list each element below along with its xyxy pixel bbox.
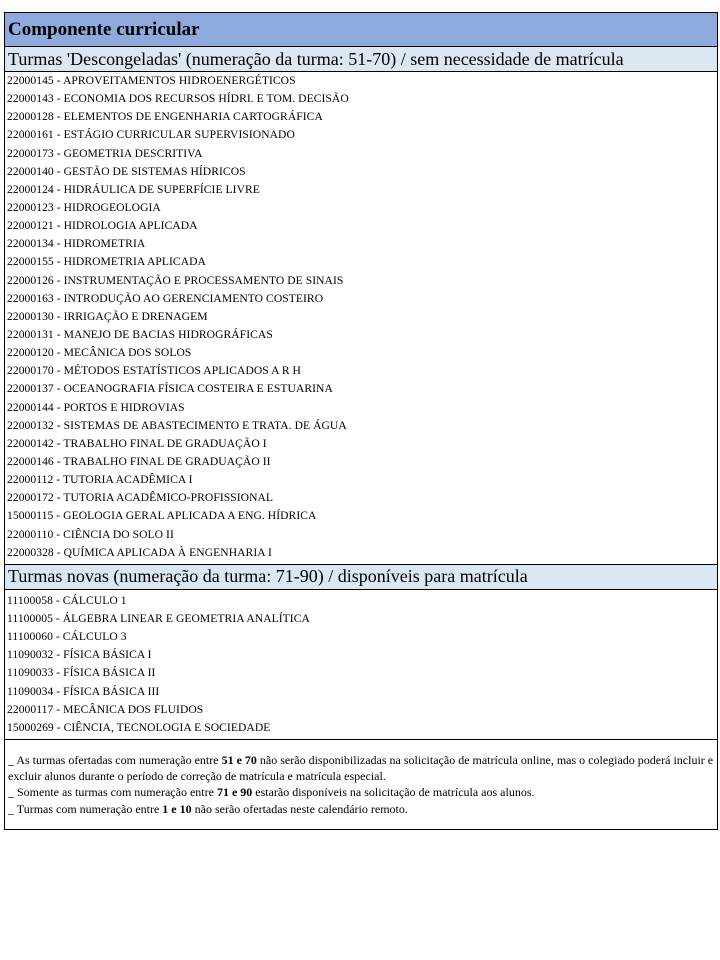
course-item: 22000134 - HIDROMETRIA xyxy=(7,237,146,251)
course-item: 15000269 - CIÊNCIA, TECNOLOGIA E SOCIEDADE xyxy=(7,720,271,734)
course-item: 22000144 - PORTOS E HIDROVIAS xyxy=(7,400,185,414)
course-item: 22000140 - GESTÃO DE SISTEMAS HÍDRICOS xyxy=(7,164,246,178)
course-item: 11100058 - CÁLCULO 1 xyxy=(7,593,127,607)
course-item: 22000146 - TRABALHO FINAL DE GRADUAÇÃO II xyxy=(7,454,271,468)
course-item: 11090033 - FÍSICA BÁSICA II xyxy=(7,666,156,680)
curricular-table xyxy=(4,12,718,830)
course-list-descongeladas xyxy=(5,72,717,565)
course-item: 22000328 - QUÍMICA APLICADA À ENGENHARIA I xyxy=(7,545,272,559)
course-item: 22000142 - TRABALHO FINAL DE GRADUAÇÃO I xyxy=(7,436,267,450)
note-2-text: _ Somente as turmas com numeração entre xyxy=(8,785,217,800)
course-item: 22000161 - ESTÁGIO CURRICULAR SUPERVISIONADO xyxy=(7,128,295,142)
course-item: 22000172 - TUTORIA ACADÊMICO-PROFISSIONAL xyxy=(7,491,274,505)
course-item: 22000120 - MECÂNICA DOS SOLOS xyxy=(7,346,192,360)
course-item: 22000173 - GEOMETRIA DESCRITIVA xyxy=(7,146,203,160)
course-item: 22000110 - CIÊNCIA DO SOLO II xyxy=(7,527,174,541)
note-2-range: 71 e 90 xyxy=(216,785,253,800)
course-item: 11100005 - ÁLGEBRA LINEAR E GEOMETRIA ANALÍTICA xyxy=(7,611,310,625)
note-2 xyxy=(8,784,714,800)
section-header-descongeladas: Turmas 'Descongeladas' (numeração da turma: 51-70) / sem necessidade de matrícula xyxy=(5,47,717,72)
note-1-text: _ As turmas ofertadas com numeração entre xyxy=(8,752,222,767)
note-3 xyxy=(8,801,714,817)
note-3-range: 1 e 10 xyxy=(162,801,192,816)
course-item: 22000143 - ECONOMIA DOS RECURSOS HÍDRI. E TOM. DECISÃO xyxy=(7,92,349,106)
course-item: 22000112 - TUTORIA ACADÊMICA I xyxy=(7,473,193,487)
course-item: 22000123 - HIDROGEOLOGIA xyxy=(7,200,161,214)
note-3-text-end: não serão ofertadas neste calendário remoto. xyxy=(191,801,408,816)
note-3-text: _ Turmas com numeração entre xyxy=(8,801,163,816)
course-list-novas xyxy=(5,590,717,740)
course-item: 22000163 - INTRODUÇÃO AO GERENCIAMENTO COSTEIRO xyxy=(7,291,324,305)
course-item: 22000155 - HIDROMETRIA APLICADA xyxy=(7,255,206,269)
table-title: Componente curricular xyxy=(8,18,200,40)
course-item: 11100060 - CÁLCULO 3 xyxy=(7,630,127,644)
course-item: 22000132 - SISTEMAS DE ABASTECIMENTO E TRATA. DE ÁGUA xyxy=(7,418,347,432)
course-item: 11090032 - FÍSICA BÁSICA I xyxy=(7,648,152,662)
course-item: 22000128 - ELEMENTOS DE ENGENHARIA CARTOGRÁFICA xyxy=(7,110,323,124)
course-item: 22000170 - MÉTODOS ESTATÍSTICOS APLICADOS A R H xyxy=(7,364,301,378)
course-item: 22000130 - IRRIGAÇÃO E DRENAGEM xyxy=(7,309,208,323)
course-item: 22000126 - INSTRUMENTAÇÃO E PROCESSAMENTO DE SINAIS xyxy=(7,273,344,287)
notes-block xyxy=(5,740,717,829)
course-item: 22000137 - OCEANOGRAFIA FÍSICA COSTEIRA E ESTUARINA xyxy=(7,382,333,396)
table-title-row xyxy=(5,13,717,47)
note-1-range: 51 e 70 xyxy=(221,752,257,767)
note-1 xyxy=(8,752,714,785)
course-item: 15000115 - GEOLOGIA GERAL APLICADA A ENG. HÍDRICA xyxy=(7,509,317,523)
course-item: 22000117 - MECÂNICA DOS FLUIDOS xyxy=(7,702,204,716)
course-item: 22000124 - HIDRÁULICA DE SUPERFÍCIE LIVRE xyxy=(7,182,260,196)
section-header-novas: Turmas novas (numeração da turma: 71-90) / disponíveis para matrícula xyxy=(5,565,717,590)
note-1-text-end: não serão disponibilizadas na solicitação de matrícula online, mas o colegiado poderá incluir e excluir alunos durante o período de correção de matrícula e matrícula especial. xyxy=(8,752,714,784)
note-2-text-end: estarão disponíveis na solicitação de matrícula aos alunos. xyxy=(252,785,535,800)
course-item: 22000121 - HIDROLOGIA APLICADA xyxy=(7,219,198,233)
course-item: 11090034 - FÍSICA BÁSICA III xyxy=(7,684,160,698)
course-item: 22000131 - MANEJO DE BACIAS HIDROGRÁFICAS xyxy=(7,327,273,341)
course-item: 22000145 - APROVEITAMENTOS HIDROENERGÉTICOS xyxy=(7,74,296,87)
